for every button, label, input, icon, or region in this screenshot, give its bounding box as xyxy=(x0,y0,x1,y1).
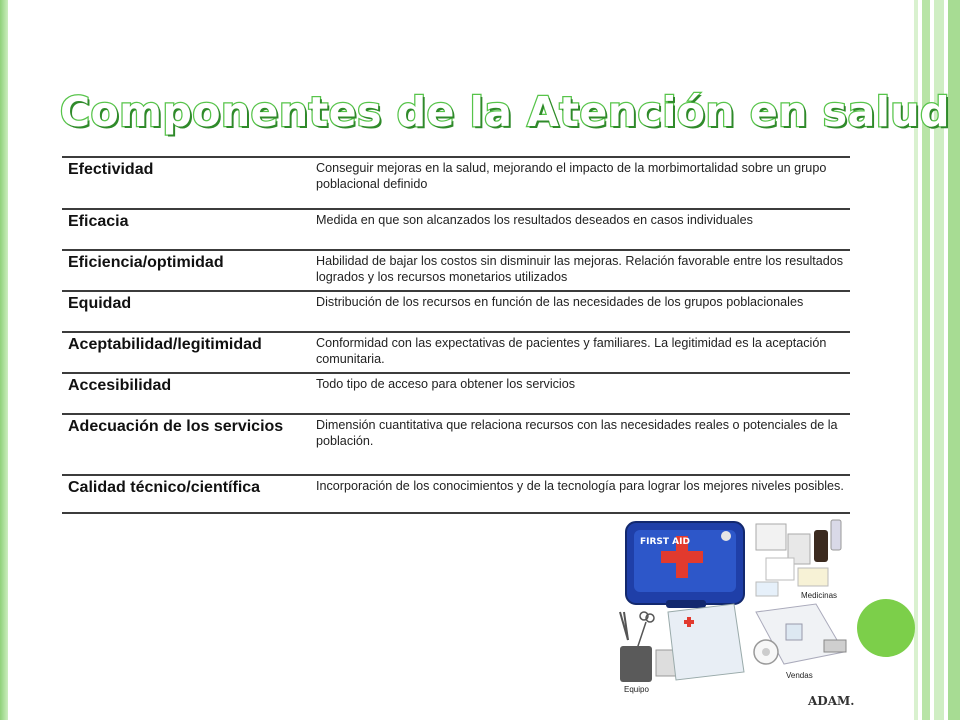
first-aid-box-icon xyxy=(626,522,744,608)
definition-cell: Todo tipo de acceso para obtener los servicios xyxy=(310,373,850,414)
term-cell: Efectividad xyxy=(62,157,310,209)
bandages-icon xyxy=(754,604,846,664)
term-cell: Aceptabilidad/legitimidad xyxy=(62,332,310,373)
slide-title: Componentes de la Atención en salud xyxy=(60,88,950,136)
components-table xyxy=(62,156,850,514)
definition-cell: Habilidad de bajar los costos sin disminuir las mejoras. Relación favorable entre los resultados logrados y los recursos monetarios utilizados xyxy=(310,250,850,291)
bandages-label: Vendas xyxy=(786,671,813,680)
first-aid-kit-illustration xyxy=(606,512,856,712)
medicines-label: Medicinas xyxy=(801,591,838,600)
term-cell: Adecuación de los servicios xyxy=(62,414,310,475)
term-cell: Equidad xyxy=(62,291,310,332)
medicines-icon xyxy=(756,520,841,596)
term-cell: Eficiencia/optimidad xyxy=(62,250,310,291)
definition-cell: Conformidad con las expectativas de pacientes y familiares. La legitimidad es la aceptación comunitaria. xyxy=(310,332,850,373)
table-row xyxy=(62,475,850,513)
term-cell: Calidad técnico/científica xyxy=(62,475,310,513)
left-border-decoration xyxy=(0,0,8,720)
term-cell: Eficacia xyxy=(62,209,310,250)
equipment-label: Equipo xyxy=(624,685,649,694)
definition-cell: Distribución de los recursos en función de las necesidades de los grupos poblacionales xyxy=(310,291,850,332)
table-row xyxy=(62,332,850,373)
table-row xyxy=(62,157,850,209)
definition-cell: Dimensión cuantitativa que relaciona recursos con las necesidades reales o potenciales de la población. xyxy=(310,414,850,475)
definition-cell: Medida en que son alcanzados los resultados deseados en casos individuales xyxy=(310,209,850,250)
table-row xyxy=(62,291,850,332)
table-row xyxy=(62,414,850,475)
box-text: FIRST AID xyxy=(640,537,690,547)
definition-cell: Conseguir mejoras en la salud, mejorando el impacto de la morbimortalidad sobre un grupo poblacional definido xyxy=(310,157,850,209)
bandage-pack-icon xyxy=(668,604,744,680)
definition-cell: Incorporación de los conocimientos y de la tecnología para lograr los mejores niveles posibles. xyxy=(310,475,850,513)
table-row xyxy=(62,250,850,291)
image-credit: ADAM. xyxy=(808,694,855,708)
term-cell: Accesibilidad xyxy=(62,373,310,414)
green-circle-decoration xyxy=(857,599,915,657)
table-row xyxy=(62,209,850,250)
table-row xyxy=(62,373,850,414)
